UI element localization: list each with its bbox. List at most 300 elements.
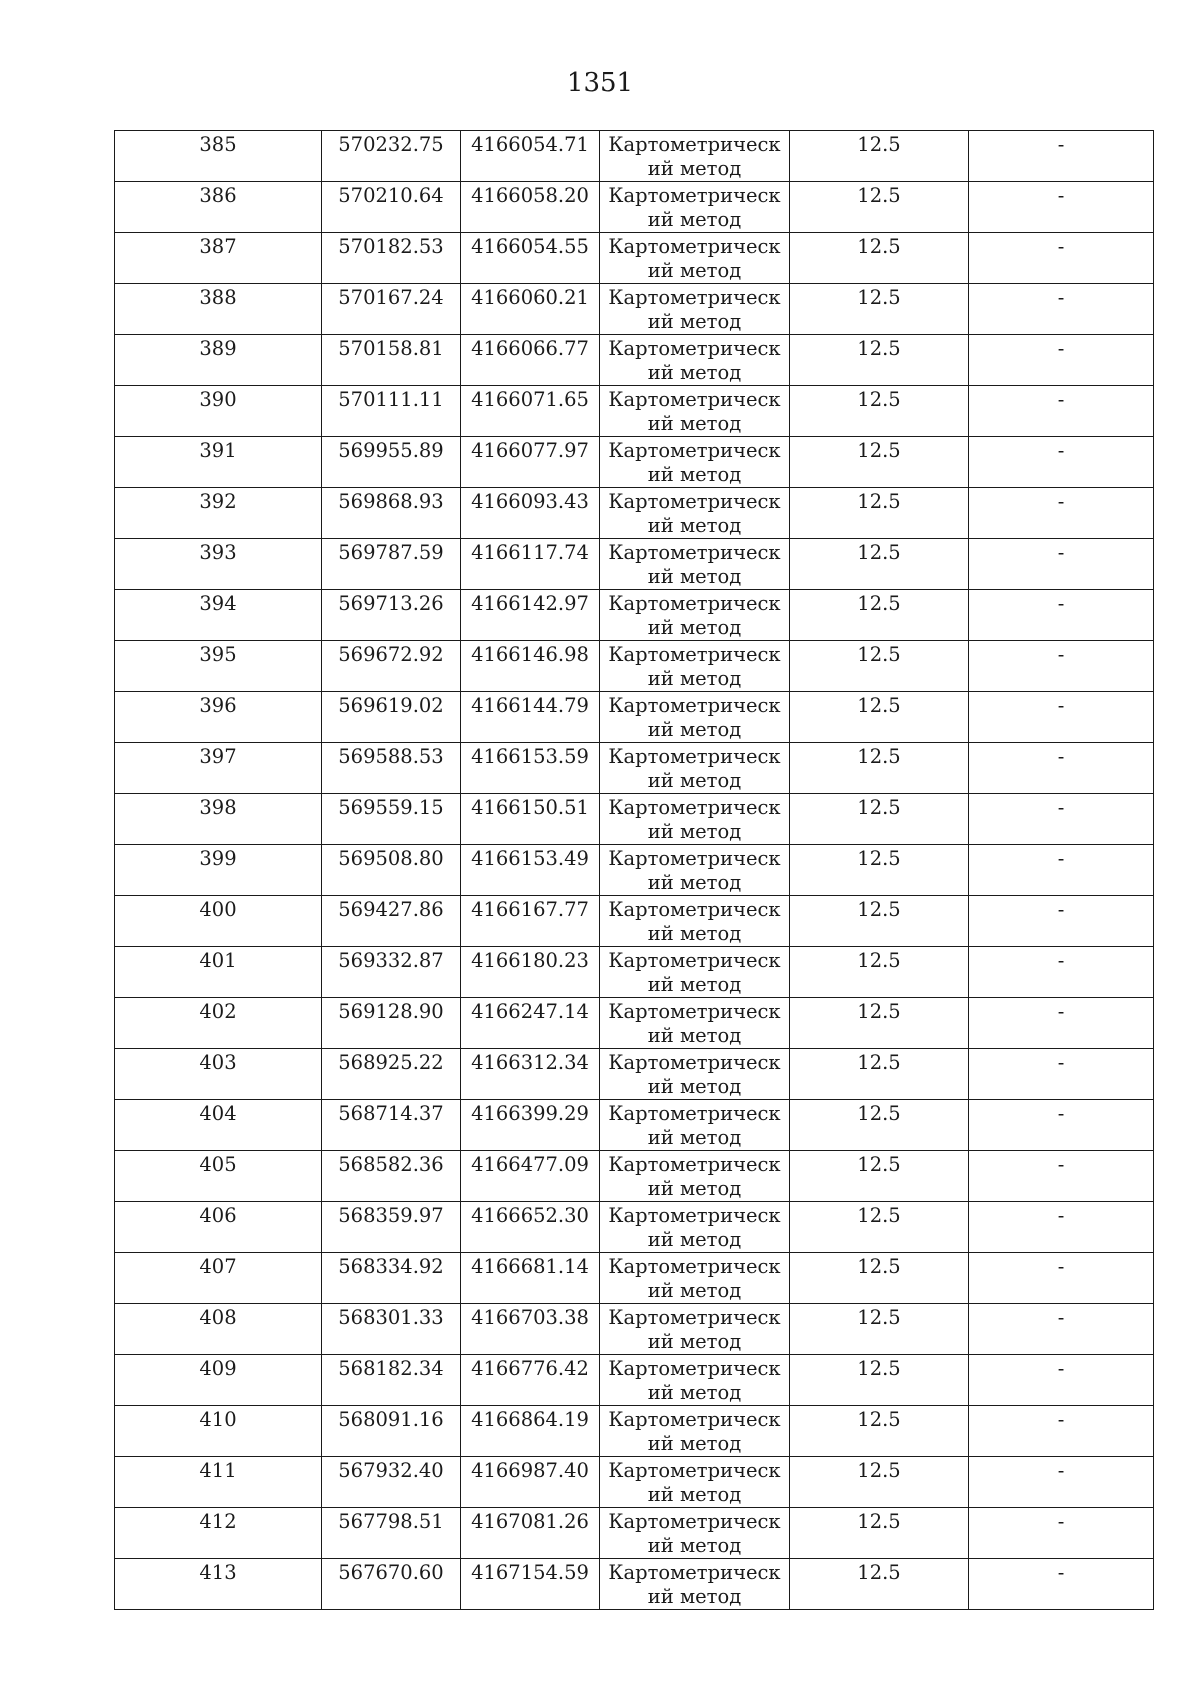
point-number-cell	[115, 1049, 322, 1100]
method-cell	[600, 284, 790, 335]
x-coordinate-cell-text: 569332.87	[338, 949, 444, 972]
x-coordinate-cell	[322, 1151, 461, 1202]
y-coordinate-cell	[461, 1304, 600, 1355]
x-coordinate-cell	[322, 233, 461, 284]
x-coordinate-cell-text: 569955.89	[338, 439, 444, 462]
point-number-cell	[115, 1151, 322, 1202]
x-coordinate-cell-text: 570210.64	[338, 184, 444, 207]
y-coordinate-cell	[461, 437, 600, 488]
y-coordinate-cell	[461, 335, 600, 386]
description-cell-text: -	[1057, 1459, 1065, 1482]
description-cell	[969, 641, 1154, 692]
accuracy-cell-text: 12.5	[857, 1102, 901, 1125]
point-number-cell-text: 406	[199, 1204, 237, 1227]
accuracy-cell-text: 12.5	[857, 1204, 901, 1227]
method-cell-text: Картометрический метод	[608, 592, 781, 639]
accuracy-cell	[790, 1304, 969, 1355]
method-cell	[600, 386, 790, 437]
x-coordinate-cell	[322, 335, 461, 386]
point-number-cell	[115, 386, 322, 437]
y-coordinate-cell-text: 4166071.65	[471, 388, 589, 411]
y-coordinate-cell-text: 4166150.51	[471, 796, 589, 819]
table-row	[115, 1253, 1154, 1304]
accuracy-cell-text: 12.5	[857, 235, 901, 258]
point-number-cell-text: 405	[199, 1153, 237, 1176]
description-cell	[969, 1202, 1154, 1253]
accuracy-cell	[790, 131, 969, 182]
y-coordinate-cell-text: 4166093.43	[471, 490, 589, 513]
x-coordinate-cell-text: 567670.60	[338, 1561, 444, 1584]
description-cell	[969, 743, 1154, 794]
method-cell-text: Картометрический метод	[608, 643, 781, 690]
accuracy-cell	[790, 1049, 969, 1100]
y-coordinate-cell-text: 4166060.21	[471, 286, 589, 309]
method-cell	[600, 1406, 790, 1457]
description-cell	[969, 794, 1154, 845]
point-number-cell	[115, 233, 322, 284]
description-cell-text: -	[1057, 1153, 1065, 1176]
y-coordinate-cell	[461, 1049, 600, 1100]
method-cell	[600, 641, 790, 692]
point-number-cell	[115, 641, 322, 692]
point-number-cell-text: 385	[199, 133, 237, 156]
y-coordinate-cell-text: 4166066.77	[471, 337, 589, 360]
description-cell-text: -	[1057, 184, 1065, 207]
point-number-cell-text: 401	[199, 949, 237, 972]
accuracy-cell-text: 12.5	[857, 1510, 901, 1533]
method-cell	[600, 794, 790, 845]
description-cell	[969, 590, 1154, 641]
x-coordinate-cell-text: 567798.51	[338, 1510, 444, 1533]
point-number-cell	[115, 590, 322, 641]
table-row	[115, 641, 1154, 692]
x-coordinate-cell	[322, 641, 461, 692]
accuracy-cell-text: 12.5	[857, 949, 901, 972]
description-cell-text: -	[1057, 898, 1065, 921]
table-row	[115, 1355, 1154, 1406]
point-number-cell-text: 396	[199, 694, 237, 717]
method-cell-text: Картометрический метод	[608, 949, 781, 996]
method-cell-text: Картометрический метод	[608, 1051, 781, 1098]
y-coordinate-cell	[461, 131, 600, 182]
description-cell-text: -	[1057, 286, 1065, 309]
description-cell	[969, 1355, 1154, 1406]
x-coordinate-cell	[322, 539, 461, 590]
x-coordinate-cell-text: 568925.22	[338, 1051, 444, 1074]
y-coordinate-cell-text: 4166703.38	[471, 1306, 589, 1329]
accuracy-cell	[790, 284, 969, 335]
accuracy-cell	[790, 590, 969, 641]
description-cell-text: -	[1057, 1510, 1065, 1533]
description-cell-text: -	[1057, 643, 1065, 666]
method-cell-text: Картометрический метод	[608, 745, 781, 792]
method-cell	[600, 1508, 790, 1559]
point-number-cell	[115, 437, 322, 488]
table-row	[115, 539, 1154, 590]
description-cell-text: -	[1057, 388, 1065, 411]
description-cell	[969, 1151, 1154, 1202]
y-coordinate-cell-text: 4166167.77	[471, 898, 589, 921]
x-coordinate-cell-text: 570111.11	[338, 388, 444, 411]
x-coordinate-cell-text: 569868.93	[338, 490, 444, 513]
y-coordinate-cell	[461, 692, 600, 743]
method-cell-text: Картометрический метод	[608, 1510, 781, 1557]
x-coordinate-cell-text: 569787.59	[338, 541, 444, 564]
accuracy-cell	[790, 692, 969, 743]
method-cell	[600, 335, 790, 386]
accuracy-cell-text: 12.5	[857, 286, 901, 309]
coordinates-table-body	[115, 131, 1154, 1610]
description-cell-text: -	[1057, 1306, 1065, 1329]
method-cell-text: Картометрический метод	[608, 1000, 781, 1047]
x-coordinate-cell	[322, 386, 461, 437]
description-cell-text: -	[1057, 847, 1065, 870]
x-coordinate-cell	[322, 1457, 461, 1508]
accuracy-cell	[790, 998, 969, 1049]
method-cell	[600, 692, 790, 743]
point-number-cell	[115, 284, 322, 335]
accuracy-cell-text: 12.5	[857, 745, 901, 768]
method-cell	[600, 437, 790, 488]
y-coordinate-cell	[461, 182, 600, 233]
method-cell	[600, 131, 790, 182]
y-coordinate-cell-text: 4166247.14	[471, 1000, 589, 1023]
point-number-cell-text: 407	[199, 1255, 237, 1278]
point-number-cell	[115, 539, 322, 590]
point-number-cell-text: 395	[199, 643, 237, 666]
method-cell-text: Картометрический метод	[608, 796, 781, 843]
x-coordinate-cell-text: 569619.02	[338, 694, 444, 717]
description-cell	[969, 1559, 1154, 1610]
y-coordinate-cell-text: 4166776.42	[471, 1357, 589, 1380]
method-cell	[600, 539, 790, 590]
point-number-cell	[115, 1253, 322, 1304]
method-cell	[600, 1355, 790, 1406]
method-cell	[600, 743, 790, 794]
accuracy-cell-text: 12.5	[857, 694, 901, 717]
accuracy-cell-text: 12.5	[857, 1561, 901, 1584]
method-cell	[600, 233, 790, 284]
accuracy-cell-text: 12.5	[857, 1000, 901, 1023]
x-coordinate-cell-text: 569588.53	[338, 745, 444, 768]
y-coordinate-cell-text: 4166652.30	[471, 1204, 589, 1227]
accuracy-cell-text: 12.5	[857, 592, 901, 615]
y-coordinate-cell	[461, 1355, 600, 1406]
accuracy-cell	[790, 1100, 969, 1151]
table-row	[115, 1100, 1154, 1151]
description-cell-text: -	[1057, 1408, 1065, 1431]
point-number-cell-text: 404	[199, 1102, 237, 1125]
y-coordinate-cell	[461, 1406, 600, 1457]
y-coordinate-cell	[461, 284, 600, 335]
method-cell	[600, 1457, 790, 1508]
accuracy-cell-text: 12.5	[857, 898, 901, 921]
y-coordinate-cell	[461, 641, 600, 692]
x-coordinate-cell	[322, 1304, 461, 1355]
table-row	[115, 590, 1154, 641]
y-coordinate-cell	[461, 1202, 600, 1253]
table-row	[115, 845, 1154, 896]
accuracy-cell	[790, 1406, 969, 1457]
y-coordinate-cell-text: 4166144.79	[471, 694, 589, 717]
description-cell-text: -	[1057, 439, 1065, 462]
x-coordinate-cell	[322, 437, 461, 488]
table-row	[115, 1304, 1154, 1355]
method-cell	[600, 998, 790, 1049]
x-coordinate-cell-text: 568714.37	[338, 1102, 444, 1125]
accuracy-cell-text: 12.5	[857, 1051, 901, 1074]
y-coordinate-cell	[461, 488, 600, 539]
accuracy-cell-text: 12.5	[857, 541, 901, 564]
table-row	[115, 692, 1154, 743]
table-row	[115, 1202, 1154, 1253]
method-cell	[600, 1049, 790, 1100]
coordinates-table	[114, 130, 1154, 1610]
x-coordinate-cell	[322, 845, 461, 896]
description-cell	[969, 1304, 1154, 1355]
accuracy-cell-text: 12.5	[857, 1306, 901, 1329]
y-coordinate-cell-text: 4166054.71	[471, 133, 589, 156]
description-cell	[969, 284, 1154, 335]
method-cell	[600, 1559, 790, 1610]
y-coordinate-cell-text: 4166681.14	[471, 1255, 589, 1278]
accuracy-cell	[790, 335, 969, 386]
y-coordinate-cell-text: 4166142.97	[471, 592, 589, 615]
x-coordinate-cell-text: 568182.34	[338, 1357, 444, 1380]
y-coordinate-cell	[461, 539, 600, 590]
x-coordinate-cell	[322, 488, 461, 539]
accuracy-cell-text: 12.5	[857, 337, 901, 360]
x-coordinate-cell	[322, 743, 461, 794]
y-coordinate-cell-text: 4166077.97	[471, 439, 589, 462]
y-coordinate-cell-text: 4166146.98	[471, 643, 589, 666]
table-row	[115, 947, 1154, 998]
point-number-cell-text: 411	[199, 1459, 237, 1482]
accuracy-cell	[790, 488, 969, 539]
description-cell	[969, 692, 1154, 743]
point-number-cell	[115, 335, 322, 386]
description-cell-text: -	[1057, 1204, 1065, 1227]
point-number-cell-text: 399	[199, 847, 237, 870]
point-number-cell	[115, 1304, 322, 1355]
point-number-cell	[115, 692, 322, 743]
y-coordinate-cell	[461, 896, 600, 947]
table-row	[115, 1508, 1154, 1559]
x-coordinate-cell	[322, 1508, 461, 1559]
y-coordinate-cell-text: 4166054.55	[471, 235, 589, 258]
point-number-cell-text: 400	[199, 898, 237, 921]
point-number-cell-text: 390	[199, 388, 237, 411]
method-cell-text: Картометрический метод	[608, 1102, 781, 1149]
description-cell	[969, 131, 1154, 182]
method-cell-text: Картометрический метод	[608, 1306, 781, 1353]
x-coordinate-cell	[322, 794, 461, 845]
accuracy-cell-text: 12.5	[857, 388, 901, 411]
x-coordinate-cell-text: 569508.80	[338, 847, 444, 870]
point-number-cell-text: 413	[199, 1561, 237, 1584]
accuracy-cell	[790, 1355, 969, 1406]
method-cell-text: Картометрический метод	[608, 1255, 781, 1302]
point-number-cell-text: 392	[199, 490, 237, 513]
description-cell-text: -	[1057, 592, 1065, 615]
accuracy-cell	[790, 1559, 969, 1610]
y-coordinate-cell	[461, 1100, 600, 1151]
y-coordinate-cell	[461, 386, 600, 437]
x-coordinate-cell	[322, 1355, 461, 1406]
accuracy-cell	[790, 233, 969, 284]
x-coordinate-cell	[322, 182, 461, 233]
x-coordinate-cell-text: 570158.81	[338, 337, 444, 360]
method-cell	[600, 1202, 790, 1253]
accuracy-cell	[790, 1151, 969, 1202]
point-number-cell	[115, 1406, 322, 1457]
accuracy-cell-text: 12.5	[857, 847, 901, 870]
point-number-cell-text: 409	[199, 1357, 237, 1380]
description-cell-text: -	[1057, 1000, 1065, 1023]
description-cell-text: -	[1057, 796, 1065, 819]
y-coordinate-cell	[461, 1151, 600, 1202]
x-coordinate-cell-text: 570182.53	[338, 235, 444, 258]
x-coordinate-cell	[322, 998, 461, 1049]
method-cell-text: Картометрический метод	[608, 694, 781, 741]
y-coordinate-cell-text: 4167154.59	[471, 1561, 589, 1584]
description-cell-text: -	[1057, 694, 1065, 717]
point-number-cell	[115, 1202, 322, 1253]
method-cell-text: Картометрический метод	[608, 388, 781, 435]
accuracy-cell	[790, 641, 969, 692]
y-coordinate-cell-text: 4167081.26	[471, 1510, 589, 1533]
method-cell-text: Картометрический метод	[608, 337, 781, 384]
table-row	[115, 743, 1154, 794]
point-number-cell-text: 397	[199, 745, 237, 768]
accuracy-cell	[790, 539, 969, 590]
description-cell	[969, 947, 1154, 998]
accuracy-cell	[790, 437, 969, 488]
method-cell-text: Картометрический метод	[608, 1459, 781, 1506]
method-cell	[600, 1100, 790, 1151]
description-cell-text: -	[1057, 490, 1065, 513]
accuracy-cell	[790, 947, 969, 998]
point-number-cell	[115, 947, 322, 998]
x-coordinate-cell	[322, 1406, 461, 1457]
method-cell	[600, 488, 790, 539]
x-coordinate-cell	[322, 1559, 461, 1610]
description-cell-text: -	[1057, 745, 1065, 768]
method-cell	[600, 845, 790, 896]
x-coordinate-cell	[322, 947, 461, 998]
y-coordinate-cell-text: 4166987.40	[471, 1459, 589, 1482]
description-cell	[969, 998, 1154, 1049]
x-coordinate-cell	[322, 896, 461, 947]
point-number-cell-text: 388	[199, 286, 237, 309]
table-row	[115, 335, 1154, 386]
y-coordinate-cell	[461, 1508, 600, 1559]
description-cell	[969, 335, 1154, 386]
method-cell-text: Картометрический метод	[608, 1204, 781, 1251]
method-cell-text: Картометрический метод	[608, 133, 781, 180]
x-coordinate-cell	[322, 1049, 461, 1100]
description-cell-text: -	[1057, 1255, 1065, 1278]
accuracy-cell	[790, 1457, 969, 1508]
point-number-cell-text: 387	[199, 235, 237, 258]
description-cell-text: -	[1057, 541, 1065, 564]
x-coordinate-cell-text: 569128.90	[338, 1000, 444, 1023]
y-coordinate-cell-text: 4166477.09	[471, 1153, 589, 1176]
y-coordinate-cell-text: 4166180.23	[471, 949, 589, 972]
description-cell-text: -	[1057, 1357, 1065, 1380]
description-cell	[969, 1508, 1154, 1559]
method-cell-text: Картометрический метод	[608, 541, 781, 588]
point-number-cell	[115, 1457, 322, 1508]
y-coordinate-cell-text: 4166117.74	[471, 541, 589, 564]
point-number-cell-text: 402	[199, 1000, 237, 1023]
accuracy-cell-text: 12.5	[857, 490, 901, 513]
accuracy-cell	[790, 1202, 969, 1253]
description-cell	[969, 182, 1154, 233]
point-number-cell	[115, 1355, 322, 1406]
description-cell	[969, 437, 1154, 488]
method-cell	[600, 1253, 790, 1304]
accuracy-cell-text: 12.5	[857, 1459, 901, 1482]
method-cell-text: Картометрический метод	[608, 898, 781, 945]
description-cell	[969, 539, 1154, 590]
accuracy-cell-text: 12.5	[857, 1357, 901, 1380]
description-cell-text: -	[1057, 1561, 1065, 1584]
accuracy-cell-text: 12.5	[857, 133, 901, 156]
page-number: 1351	[566, 68, 634, 98]
accuracy-cell	[790, 896, 969, 947]
accuracy-cell-text: 12.5	[857, 1255, 901, 1278]
x-coordinate-cell-text: 568359.97	[338, 1204, 444, 1227]
point-number-cell	[115, 131, 322, 182]
point-number-cell	[115, 182, 322, 233]
x-coordinate-cell-text: 569713.26	[338, 592, 444, 615]
y-coordinate-cell-text: 4166312.34	[471, 1051, 589, 1074]
method-cell	[600, 1151, 790, 1202]
point-number-cell-text: 398	[199, 796, 237, 819]
method-cell-text: Картометрический метод	[608, 286, 781, 333]
table-row	[115, 233, 1154, 284]
point-number-cell-text: 393	[199, 541, 237, 564]
point-number-cell-text: 412	[199, 1510, 237, 1533]
x-coordinate-cell	[322, 1202, 461, 1253]
x-coordinate-cell-text: 570232.75	[338, 133, 444, 156]
description-cell-text: -	[1057, 1102, 1065, 1125]
description-cell-text: -	[1057, 337, 1065, 360]
description-cell	[969, 1457, 1154, 1508]
table-row	[115, 131, 1154, 182]
accuracy-cell	[790, 386, 969, 437]
description-cell	[969, 1049, 1154, 1100]
method-cell	[600, 896, 790, 947]
description-cell	[969, 233, 1154, 284]
y-coordinate-cell-text: 4166864.19	[471, 1408, 589, 1431]
x-coordinate-cell	[322, 284, 461, 335]
accuracy-cell-text: 12.5	[857, 1153, 901, 1176]
point-number-cell	[115, 1559, 322, 1610]
y-coordinate-cell	[461, 1559, 600, 1610]
description-cell	[969, 1406, 1154, 1457]
accuracy-cell-text: 12.5	[857, 1408, 901, 1431]
description-cell	[969, 896, 1154, 947]
point-number-cell	[115, 488, 322, 539]
method-cell-text: Картометрический метод	[608, 439, 781, 486]
description-cell	[969, 1100, 1154, 1151]
x-coordinate-cell-text: 569672.92	[338, 643, 444, 666]
x-coordinate-cell	[322, 692, 461, 743]
method-cell-text: Картометрический метод	[608, 847, 781, 894]
description-cell	[969, 386, 1154, 437]
